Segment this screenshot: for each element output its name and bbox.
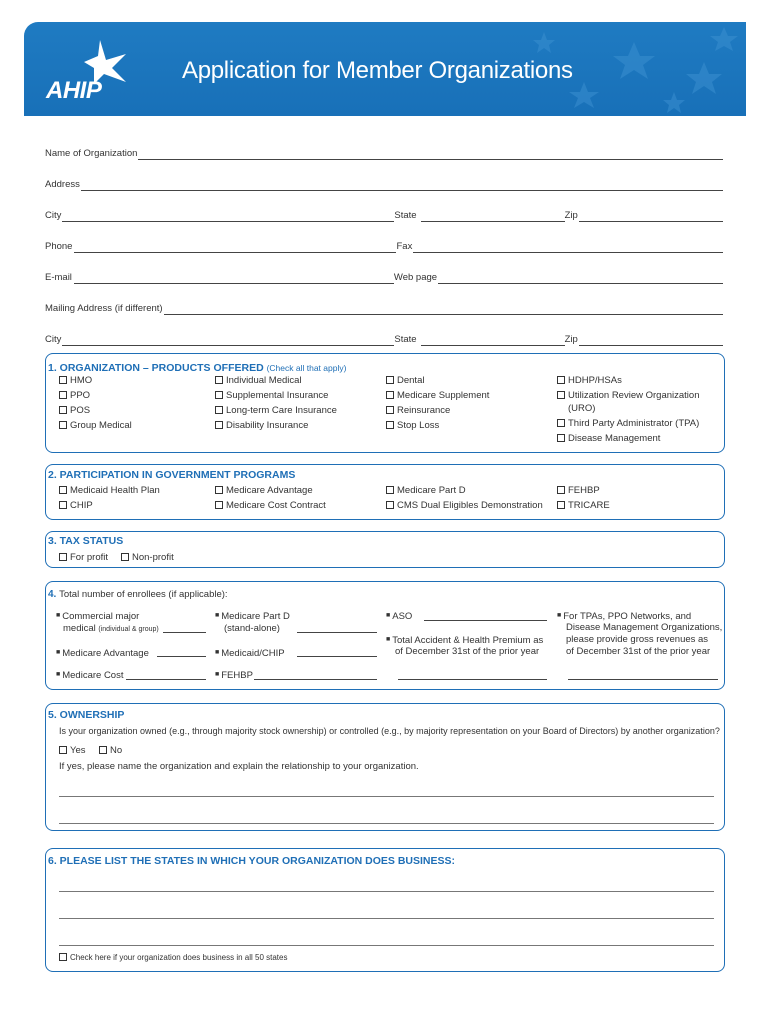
cost-field[interactable]	[126, 679, 206, 680]
section-states	[45, 848, 725, 972]
name-field[interactable]	[138, 150, 723, 160]
fehbp-field[interactable]	[254, 679, 377, 680]
tpa-label-2: Disease Management Organizations,	[566, 622, 723, 633]
explain-line-1[interactable]	[59, 796, 714, 797]
checkbox-dental[interactable]: Dental	[386, 375, 424, 387]
zip-field[interactable]	[579, 212, 723, 222]
email-field[interactable]	[74, 274, 394, 284]
section-enrollees	[45, 581, 725, 690]
phone-label: Phone	[45, 241, 73, 252]
state-label: State	[394, 210, 417, 221]
city2-row	[45, 332, 723, 346]
phone-field[interactable]	[74, 243, 396, 253]
name-label: Name of Organization	[45, 148, 138, 159]
zip2-label: Zip	[564, 334, 578, 345]
zip-label: Zip	[564, 210, 578, 221]
checkbox-for-profit[interactable]: For profit	[59, 552, 108, 564]
email-label: E-mail	[45, 272, 72, 283]
web-label: Web page	[393, 272, 438, 283]
checkbox-tricare[interactable]: TRICARE	[557, 500, 610, 512]
uro-label: (URO)	[568, 403, 596, 414]
medicaid-field[interactable]	[297, 656, 377, 657]
standalone-label: (stand-alone)	[224, 623, 280, 634]
tah-label-1: ■ Total Accident & Health Premium as	[386, 635, 544, 646]
checkbox-individual-medical[interactable]: Individual Medical	[215, 375, 302, 387]
ownership-explain: If yes, please name the organization and explain the relationship to your organization.	[59, 761, 419, 772]
email-row	[45, 270, 723, 284]
tpa-label-1: ■ For TPAs, PPO Networks, and	[557, 611, 692, 622]
ownership-question: Is your organization owned (e.g., through majority stock ownership) or controlled (e.g., by majority representation on your Board of Directors) by another organization?	[59, 726, 720, 736]
fehbp-label: ■ FEHBP	[215, 670, 253, 681]
states-line-3[interactable]	[59, 945, 714, 946]
checkbox-ltc[interactable]: Long-term Care Insurance	[215, 405, 337, 417]
checkbox-no[interactable]: No	[99, 745, 122, 757]
partd-field[interactable]	[297, 632, 377, 633]
checkbox-hmo[interactable]: HMO	[59, 375, 92, 387]
checkbox-medicare-supplement[interactable]: Medicare Supplement	[386, 390, 489, 402]
checkbox-tpa[interactable]: Third Party Administrator (TPA)	[557, 418, 699, 430]
web-field[interactable]	[438, 274, 723, 284]
checkbox-medicare-part-d[interactable]: Medicare Part D	[386, 485, 466, 497]
fax-label: Fax	[396, 241, 413, 252]
checkbox-medicare-advantage[interactable]: Medicare Advantage	[215, 485, 313, 497]
fax-field[interactable]	[413, 243, 723, 253]
checkbox-group-medical[interactable]: Group Medical	[59, 420, 132, 432]
checkbox-cms-dual[interactable]: CMS Dual Eligibles Demonstration	[386, 500, 543, 512]
state-field[interactable]	[421, 212, 565, 222]
section2-title: 2. PARTICIPATION IN GOVERNMENT PROGRAMS	[48, 469, 296, 481]
checkbox-chip[interactable]: CHIP	[59, 500, 93, 512]
address-label: Address	[45, 179, 80, 190]
section-ownership	[45, 703, 725, 831]
section-government	[45, 464, 725, 520]
mailing-row	[45, 301, 723, 315]
aso-field[interactable]	[424, 620, 547, 621]
checkbox-reinsurance[interactable]: Reinsurance	[386, 405, 450, 417]
ahip-logo: AHIP	[46, 77, 102, 104]
section6-title: 6. PLEASE LIST THE STATES IN WHICH YOUR ORGANIZATION DOES BUSINESS:	[48, 855, 456, 867]
checkbox-uro[interactable]: Utilization Review Organization	[557, 390, 699, 402]
header-banner	[24, 22, 746, 116]
commercial-field[interactable]	[163, 632, 206, 633]
tah-field[interactable]	[398, 679, 547, 680]
tpa-label-3: please provide gross revenues as	[566, 634, 709, 645]
address-field[interactable]	[81, 181, 723, 191]
city-row	[45, 208, 723, 222]
city2-field[interactable]	[62, 336, 394, 346]
partd-label: ■ Medicare Part D	[215, 611, 290, 622]
mailing-field[interactable]	[164, 305, 723, 315]
medical-label: medical (individual & group)	[63, 623, 159, 634]
checkbox-stop-loss[interactable]: Stop Loss	[386, 420, 439, 432]
mailing-label: Mailing Address (if different)	[45, 303, 163, 314]
section3-title: 3. TAX STATUS	[48, 535, 124, 547]
checkbox-disability[interactable]: Disability Insurance	[215, 420, 308, 432]
checkbox-medicare-cost[interactable]: Medicare Cost Contract	[215, 500, 326, 512]
advantage-field[interactable]	[157, 656, 206, 657]
medicare-advantage-label: ■ Medicare Advantage	[56, 648, 149, 659]
state2-label: State	[394, 334, 417, 345]
page-title: Application for Member Organizations	[182, 57, 573, 84]
medicaid-label: ■ Medicaid/CHIP	[215, 648, 285, 659]
checkbox-yes[interactable]: Yes	[59, 745, 86, 757]
section-products	[45, 353, 725, 453]
name-row	[45, 146, 723, 160]
checkbox-disease-mgmt[interactable]: Disease Management	[557, 433, 660, 445]
city2-label: City	[45, 334, 62, 345]
checkbox-supplemental[interactable]: Supplemental Insurance	[215, 390, 328, 402]
phone-row	[45, 239, 723, 253]
address-row	[45, 177, 723, 191]
section5-title: 5. OWNERSHIP	[48, 709, 125, 721]
city-field[interactable]	[62, 212, 394, 222]
aso-label: ■ ASO	[386, 611, 413, 622]
medicare-cost-label: ■ Medicare Cost	[56, 670, 124, 681]
states-line-2[interactable]	[59, 918, 714, 919]
section1-title: 1. ORGANIZATION – PRODUCTS OFFERED (Check all that apply)	[48, 362, 347, 374]
tpa-field[interactable]	[568, 679, 718, 680]
state2-field[interactable]	[421, 336, 565, 346]
checkbox-non-profit[interactable]: Non-profit	[121, 552, 174, 564]
city-label: City	[45, 210, 62, 221]
checkbox-hdhp[interactable]: HDHP/HSAs	[557, 375, 622, 387]
states-line-1[interactable]	[59, 891, 714, 892]
checkbox-ppo[interactable]: PPO	[59, 390, 90, 402]
tpa-label-4: of December 31st of the prior year	[566, 646, 711, 657]
explain-line-2[interactable]	[59, 823, 714, 824]
tah-label-2: of December 31st of the prior year	[395, 646, 540, 657]
checkbox-all-50-states[interactable]: Check here if your organization does business in all 50 states	[59, 952, 287, 964]
checkbox-fehbp[interactable]: FEHBP	[557, 485, 600, 497]
zip2-field[interactable]	[579, 336, 723, 346]
commercial-label: ■ Commercial major	[56, 611, 140, 622]
checkbox-pos[interactable]: POS	[59, 405, 90, 417]
section-tax	[45, 531, 725, 568]
checkbox-medicaid[interactable]: Medicaid Health Plan	[59, 485, 160, 497]
section4-title: 4. Total number of enrollees (if applicable):	[48, 589, 228, 600]
